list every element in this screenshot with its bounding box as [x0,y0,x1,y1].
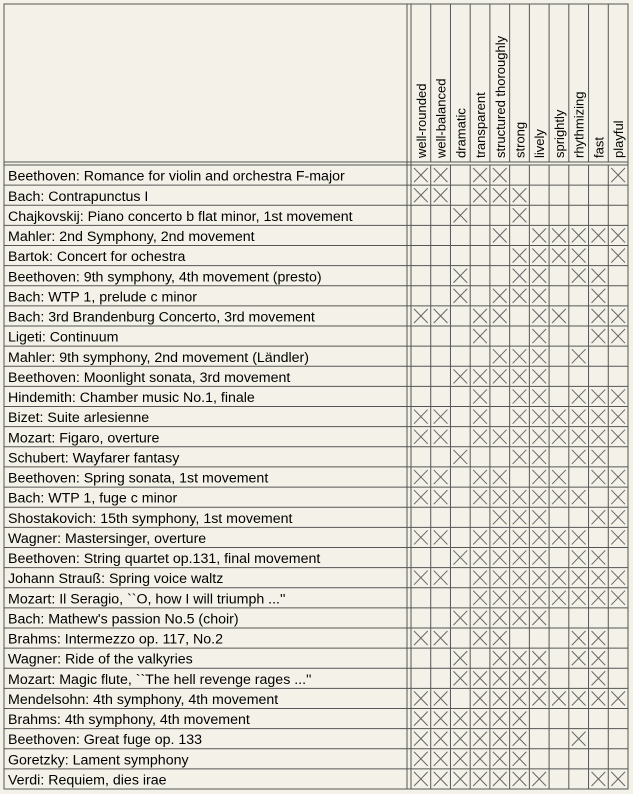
cross-mark [414,691,428,705]
piece-label: Brahms: 4th symphony, 4th movement [8,712,250,729]
cross-mark [611,329,625,343]
cross-mark [592,550,606,564]
cross-mark [611,249,625,263]
cross-mark [493,772,507,786]
cross-mark [532,691,546,705]
attribute-label: well-rounded [413,83,429,158]
cross-mark [434,410,448,424]
cross-mark [592,591,606,605]
cross-mark [611,168,625,182]
cross-mark [513,510,527,524]
cross-mark [493,550,507,564]
cross-mark [513,550,527,564]
cross-mark [473,430,487,444]
cross-mark [513,752,527,766]
cross-mark [473,490,487,504]
piece-label: Beethoven: Moonlight sonata, 3rd movement [8,369,291,386]
cross-mark [473,611,487,625]
cross-mark [552,490,566,504]
cross-mark [572,410,586,424]
cross-mark [552,591,566,605]
cross-mark [513,611,527,625]
cross-mark [513,188,527,202]
cross-mark [414,430,428,444]
attribute-label: sprightly [551,109,567,158]
cross-mark [473,631,487,645]
cross-mark [611,591,625,605]
cross-mark [414,530,428,544]
piece-label: Bach: Mathew's passion No.5 (choir) [8,611,239,628]
piece-label: Beethoven: String quartet op.131, final movement [8,551,321,568]
cross-mark [453,208,467,222]
attribute-label: dramatic [453,108,469,158]
piece-label: Bach: Contrapunctus I [8,188,149,205]
cross-mark [414,410,428,424]
cross-mark [532,410,546,424]
cross-mark [611,470,625,484]
cross-mark [572,530,586,544]
cross-mark [493,168,507,182]
cross-mark [414,732,428,746]
cross-mark [414,470,428,484]
cross-mark [513,249,527,263]
cross-mark [572,550,586,564]
cross-mark [473,671,487,685]
cross-mark [513,671,527,685]
cross-mark [493,691,507,705]
cross-mark [552,410,566,424]
cross-mark [493,188,507,202]
piece-label: Bach: WTP 1, prelude c minor [8,289,197,306]
cross-mark [592,772,606,786]
cross-mark [572,228,586,242]
piece-label: Beethoven: Spring sonata, 1st movement [8,470,269,487]
attribute-label: transparent [473,92,489,158]
piece-label: Chajkovskij: Piano concerto b flat minor, 1st movement [8,208,353,225]
piece-label: Johann Strauß: Spring voice waltz [8,571,224,588]
cross-mark [453,289,467,303]
cross-mark [513,208,527,222]
cross-mark [473,329,487,343]
cross-mark [453,752,467,766]
cross-mark [513,591,527,605]
cross-mark [572,450,586,464]
cross-mark [414,772,428,786]
cross-mark [453,651,467,665]
cross-mark [493,510,507,524]
piece-label: Wagner: Ride of the valkyries [8,651,193,668]
piece-label: Ligeti: Continuum [8,329,119,346]
cross-mark [453,611,467,625]
cross-mark [572,389,586,403]
cross-mark [611,430,625,444]
cross-mark [572,349,586,363]
piece-label: Beethoven: 9th symphony, 4th movement (presto) [8,269,322,286]
cross-mark [592,269,606,283]
cross-mark [493,530,507,544]
cross-mark [532,309,546,323]
attribute-label: well-balanced [433,78,449,158]
piece-label: Mahler: 9th symphony, 2nd movement (Ländler) [8,349,309,366]
cross-mark [473,691,487,705]
cross-mark [592,309,606,323]
cross-mark [532,671,546,685]
cross-mark [434,631,448,645]
cross-mark [592,631,606,645]
cross-mark [532,430,546,444]
cross-mark [473,389,487,403]
cross-mark [532,228,546,242]
piece-label: Bach: 3rd Brandenburg Concerto, 3rd movement [8,309,315,326]
cross-mark [532,349,546,363]
cross-mark [473,530,487,544]
cross-mark [434,168,448,182]
piece-label: Shostakovich: 15th symphony, 1st movement [8,510,293,527]
cross-mark [434,309,448,323]
cross-mark [473,732,487,746]
cross-mark [513,389,527,403]
cross-mark [592,329,606,343]
cross-mark [473,188,487,202]
cross-mark [532,369,546,383]
piece-label: Bach: WTP 1, fuge c minor [8,490,178,507]
cross-mark [532,611,546,625]
cross-mark [493,631,507,645]
cross-mark [611,530,625,544]
cross-mark [532,389,546,403]
cross-mark [513,369,527,383]
cross-mark [414,752,428,766]
cross-mark [493,430,507,444]
cross-mark [513,732,527,746]
cross-mark [513,691,527,705]
piece-label: Goretzky: Lament symphony [8,752,189,769]
cross-mark [611,490,625,504]
cross-mark [592,671,606,685]
cross-mark [493,369,507,383]
cross-mark [434,752,448,766]
cross-mark [552,691,566,705]
cross-mark [513,530,527,544]
cross-mark [572,269,586,283]
cross-mark [572,651,586,665]
cross-mark [473,571,487,585]
cross-mark [513,490,527,504]
cross-mark [592,389,606,403]
cross-mark [493,490,507,504]
cross-mark [493,289,507,303]
attribute-label: rhythmizing [571,91,587,158]
cross-mark [453,369,467,383]
cross-mark [552,430,566,444]
cross-mark [493,611,507,625]
cross-mark [513,450,527,464]
cross-mark [532,550,546,564]
attribute-label: fast [591,137,607,158]
cross-mark [434,691,448,705]
cross-mark [532,289,546,303]
cross-mark [592,228,606,242]
cross-mark [414,188,428,202]
cross-mark [453,732,467,746]
cross-mark [493,228,507,242]
cross-mark [453,772,467,786]
cross-mark [414,571,428,585]
cross-mark [532,530,546,544]
cross-mark [414,631,428,645]
cross-mark [473,369,487,383]
cross-mark [611,228,625,242]
cross-mark [532,450,546,464]
cross-mark [453,450,467,464]
cross-mark [592,450,606,464]
cross-mark [493,651,507,665]
piece-label: Bizet: Suite arlesienne [8,410,150,427]
cross-mark [592,651,606,665]
cross-mark [552,530,566,544]
cross-mark [414,309,428,323]
cross-mark [572,732,586,746]
cross-mark [532,329,546,343]
cross-mark [473,772,487,786]
cross-mark [513,430,527,444]
cross-mark [592,571,606,585]
cross-mark [493,349,507,363]
cross-mark [434,571,448,585]
cross-mark [473,591,487,605]
cross-mark [611,772,625,786]
cross-mark [513,349,527,363]
cross-mark [552,309,566,323]
cross-mark [572,691,586,705]
cross-mark [513,772,527,786]
cross-mark [532,591,546,605]
cross-mark [434,711,448,725]
cross-mark [532,269,546,283]
cross-mark [592,510,606,524]
cross-mark [592,470,606,484]
piece-label: Beethoven: Great fuge op. 133 [8,732,203,749]
cross-mark [611,691,625,705]
cross-mark [513,651,527,665]
piece-label: Mendelsohn: 4th symphony, 4th movement [8,691,279,708]
cross-mark [434,188,448,202]
cross-mark [592,430,606,444]
cross-mark [611,309,625,323]
cross-mark [611,510,625,524]
piece-label: Wagner: Mastersinger, overture [8,530,207,547]
cross-mark [552,228,566,242]
cross-mark [572,490,586,504]
attribute-label: playful [611,120,627,158]
attribute-label: strong [512,121,528,158]
piece-label: Verdi: Requiem, dies irae [8,772,167,789]
cross-mark [414,711,428,725]
cross-mark [552,470,566,484]
cross-mark [592,410,606,424]
piece-label: Schubert: Wayfarer fantasy [8,450,180,467]
cross-mark [532,651,546,665]
cross-mark [434,732,448,746]
cross-mark [552,571,566,585]
attribute-label: lively [532,129,548,158]
cross-mark [532,470,546,484]
cross-mark [532,772,546,786]
piece-label: Mozart: Magic flute, ``The hell revenge rages ...'' [8,671,312,688]
piece-label: Beethoven: Romance for violin and orchestra F-major [8,168,345,185]
cross-mark [434,772,448,786]
cross-mark [473,711,487,725]
cross-mark [513,410,527,424]
cross-mark [473,410,487,424]
cross-mark [453,671,467,685]
piece-label: Mozart: Figaro, overture [8,430,160,447]
cross-mark [453,269,467,283]
cross-mark [414,168,428,182]
attribute-label: structured thoroughly [492,35,508,158]
cross-mark [473,470,487,484]
cross-mark [513,571,527,585]
cross-mark [473,752,487,766]
cross-mark [532,571,546,585]
piece-label: Bartok: Concert for ochestra [8,249,186,266]
cross-mark [434,530,448,544]
cross-mark [473,550,487,564]
cross-mark [493,591,507,605]
cross-mark [493,309,507,323]
cross-mark [453,711,467,725]
cross-mark [434,490,448,504]
cross-mark [532,490,546,504]
piece-label: Mozart: Il Seragio, ``O, how I will triumph ...'' [8,591,286,608]
cross-mark [572,631,586,645]
cross-mark [493,470,507,484]
cross-mark [532,510,546,524]
cross-mark [493,711,507,725]
cross-mark [611,410,625,424]
piece-label: Mahler: 2nd Symphony, 2nd movement [8,229,255,246]
cross-mark [473,168,487,182]
cross-mark [493,671,507,685]
cross-mark [493,752,507,766]
cross-mark [493,571,507,585]
cross-mark [572,430,586,444]
cross-mark [473,309,487,323]
cross-mark [592,289,606,303]
cross-mark [611,571,625,585]
cross-mark [552,249,566,263]
cross-mark [611,389,625,403]
cross-mark [572,571,586,585]
cross-mark [572,591,586,605]
cross-mark [434,430,448,444]
cross-mark [513,269,527,283]
cross-mark [414,490,428,504]
cross-mark [493,732,507,746]
cross-mark [434,470,448,484]
cross-mark [453,550,467,564]
cross-mark [592,691,606,705]
piece-label: Hindemith: Chamber music No.1, finale [8,390,255,407]
cross-mark [513,711,527,725]
cross-mark [513,289,527,303]
cross-mark [532,249,546,263]
piece-label: Brahms: Intermezzo op. 117, No.2 [8,631,224,648]
cross-mark [572,249,586,263]
